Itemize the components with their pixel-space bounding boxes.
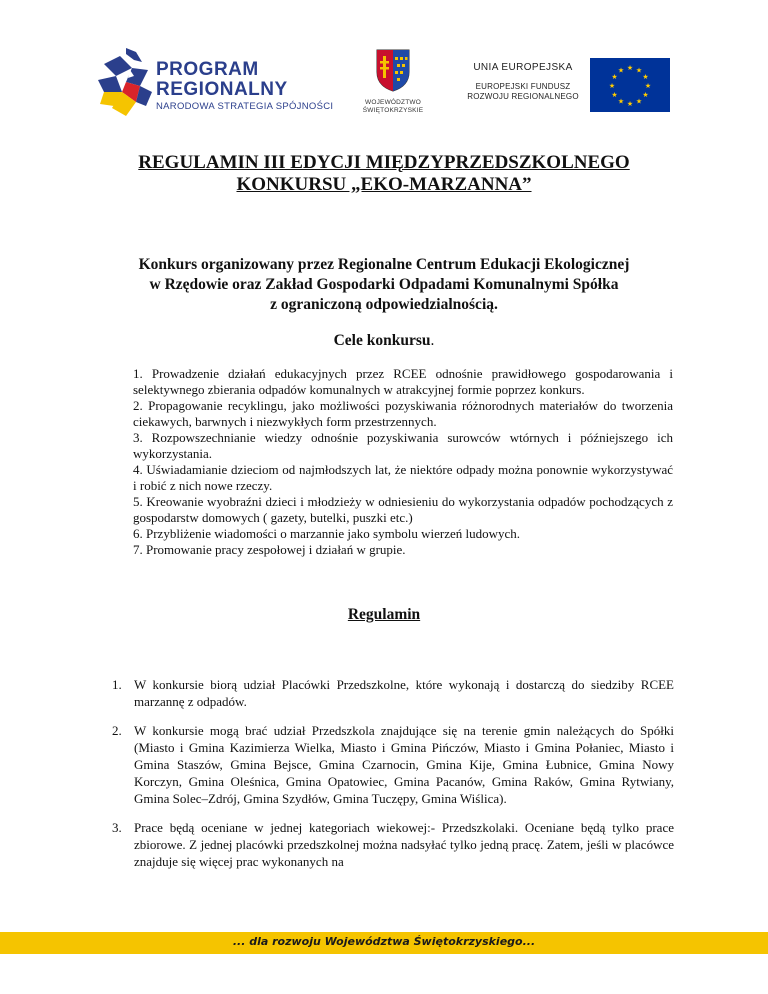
unia-europejska-logo-text	[458, 62, 588, 122]
goal-item: 1. Prowadzenie działań edukacyjnych przez RCEE odnośnie prawidłowego gospodarowania i selektywnego zbierania odpadów komunalnych w atrakcyjnej formie poprzez konkurs.	[133, 366, 673, 397]
goal-item: 7. Promowanie pracy zespołowej i działań w grupie.	[133, 542, 406, 557]
subtitle-line2: w Rzędowie oraz Zakład Gospodarki Odpadami Komunalnymi Spółka	[149, 276, 619, 293]
swietokrzyskie-crest-icon	[375, 48, 411, 92]
ue-line3: ROZWOJU REGIONALNEGO	[467, 92, 579, 101]
svg-text:★: ★	[617, 66, 625, 75]
title-line2: KONKURSU „EKO-MARZANNA”	[236, 174, 532, 195]
goal-item: 5. Kreowanie wyobraźni dzieci i młodzieży w odniesieniu do wykorzystania odpadów pochodzących z gospodarstw domowych ( gazety, butelki, puszki etc.)	[133, 494, 673, 525]
svg-text:★: ★	[617, 97, 625, 106]
regulamin-heading: Regulamin	[347, 606, 421, 623]
footer-slogan: ... dla rozwoju Województwa Świętokrzyskiego...	[232, 935, 536, 948]
rule-text: W konkursie biorą udział Placówki Przedszkolne, które wykonają i dostarczą do siedziby RCEE marzannę z odpadów.	[134, 677, 674, 709]
svg-text:★: ★	[608, 82, 616, 90]
svg-text:★: ★	[626, 64, 634, 72]
svg-text:★: ★	[644, 82, 652, 90]
svg-text:★: ★	[635, 66, 643, 75]
rule-text: Prace będą oceniane w jednej kategoriach wiekowej:- Przedszkolaki. Oceniane będą tylko prace zbiorowe. Z jednej placówki przedszkolnej można nadsyłać tylko jedną pracę. Zatem, jeśli w placówce znajduje się więcej prac wykonanych na	[134, 820, 674, 869]
program-star-logo-icon	[96, 46, 154, 124]
svg-text:★: ★	[626, 100, 634, 108]
wojewodztwo-logo	[358, 48, 428, 128]
footer-bar	[0, 932, 768, 954]
rule-text: W konkursie mogą brać udział Przedszkola znajdujące się na terenie gmin należących do Spółki (Miasto i Gmina Kazimierza Wielka, Miasto i Gmina Pińczów, Miasto i Gmina Połaniec, Miasto i Gmina Staszów, Gmina Bejsce, Gmina Czarnocin, Gmina Kije, Gmina Łubnice, Gmina Nowy Korczyn, Gmina Oleśnica, Gmina Opatowiec, Gmina Pacanów, Gmina Raków, Gmina Rytwiany, Gmina Solec–Zdrój, Gmina Szydłów, Gmina Tuczępy, Gmina Wiślica).	[134, 723, 674, 806]
organizer-statement	[0, 255, 768, 315]
wojewodztwo-logo-line2: ŚWIĘTOKRZYSKIE	[362, 107, 424, 114]
wojewodztwo-logo-line1: WOJEWÓDZTWO	[365, 99, 421, 106]
svg-text:★: ★	[642, 91, 649, 99]
ue-line2: EUROPEJSKI FUNDUSZ	[475, 82, 571, 91]
eu-flag-icon	[590, 58, 670, 112]
document-title	[0, 152, 768, 196]
goals-heading-dot: .	[430, 332, 435, 349]
subtitle-line3: z ograniczoną odpowiedzialnością.	[270, 296, 498, 313]
program-logo-line3: NARODOWA STRATEGIA SPÓJNOŚCI	[156, 101, 334, 112]
goal-item: 3. Rozpowszechnianie wiedzy odnośnie pozyskiwania surowców wtórnych i późniejszego ich wykorzystania.	[133, 430, 673, 461]
goal-item: 6. Przybliżenie wiadomości o marzannie jako symbolu wierzeń ludowych.	[133, 526, 521, 541]
rule-item	[112, 676, 674, 710]
subtitle-line1: Konkurs organizowany przez Regionalne Centrum Edukacji Ekologicznej	[138, 256, 630, 273]
rule-item	[112, 722, 674, 807]
title-line1: REGULAMIN III EDYCJI MIĘDZYPRZEDSZKOLNEGO	[138, 152, 630, 173]
rule-item	[112, 819, 674, 870]
rules-list	[112, 676, 674, 870]
rule-number: 3.	[112, 820, 122, 835]
svg-text:★: ★	[611, 91, 618, 99]
goals-list	[133, 366, 673, 558]
rule-number: 1.	[112, 677, 122, 692]
header-logos	[0, 40, 768, 130]
ue-line1: UNIA EUROPEJSKA	[473, 62, 573, 73]
program-logo-line1: PROGRAM	[156, 59, 259, 80]
rule-number: 2.	[112, 723, 122, 738]
goals-heading	[0, 332, 768, 350]
program-logo-line2: REGIONALNY	[156, 79, 288, 100]
goals-heading-text: Cele konkursu	[333, 332, 431, 349]
goal-item: 2. Propagowanie recyklingu, jako możliwości pozyskiwania różnorodnych materiałów do tworzenia ciekawych, barwnych i niezwykłych form przestrzennych.	[133, 398, 673, 429]
svg-text:★: ★	[642, 73, 649, 81]
program-regionalny-logo	[96, 46, 336, 126]
svg-text:★: ★	[611, 73, 618, 81]
goal-item: 4. Uświadamianie dzieciom od najmłodszych lat, że niektóre odpady można ponownie wykorzystywać i robić z nich nowe rzeczy.	[133, 462, 673, 493]
svg-text:★: ★	[635, 97, 643, 106]
